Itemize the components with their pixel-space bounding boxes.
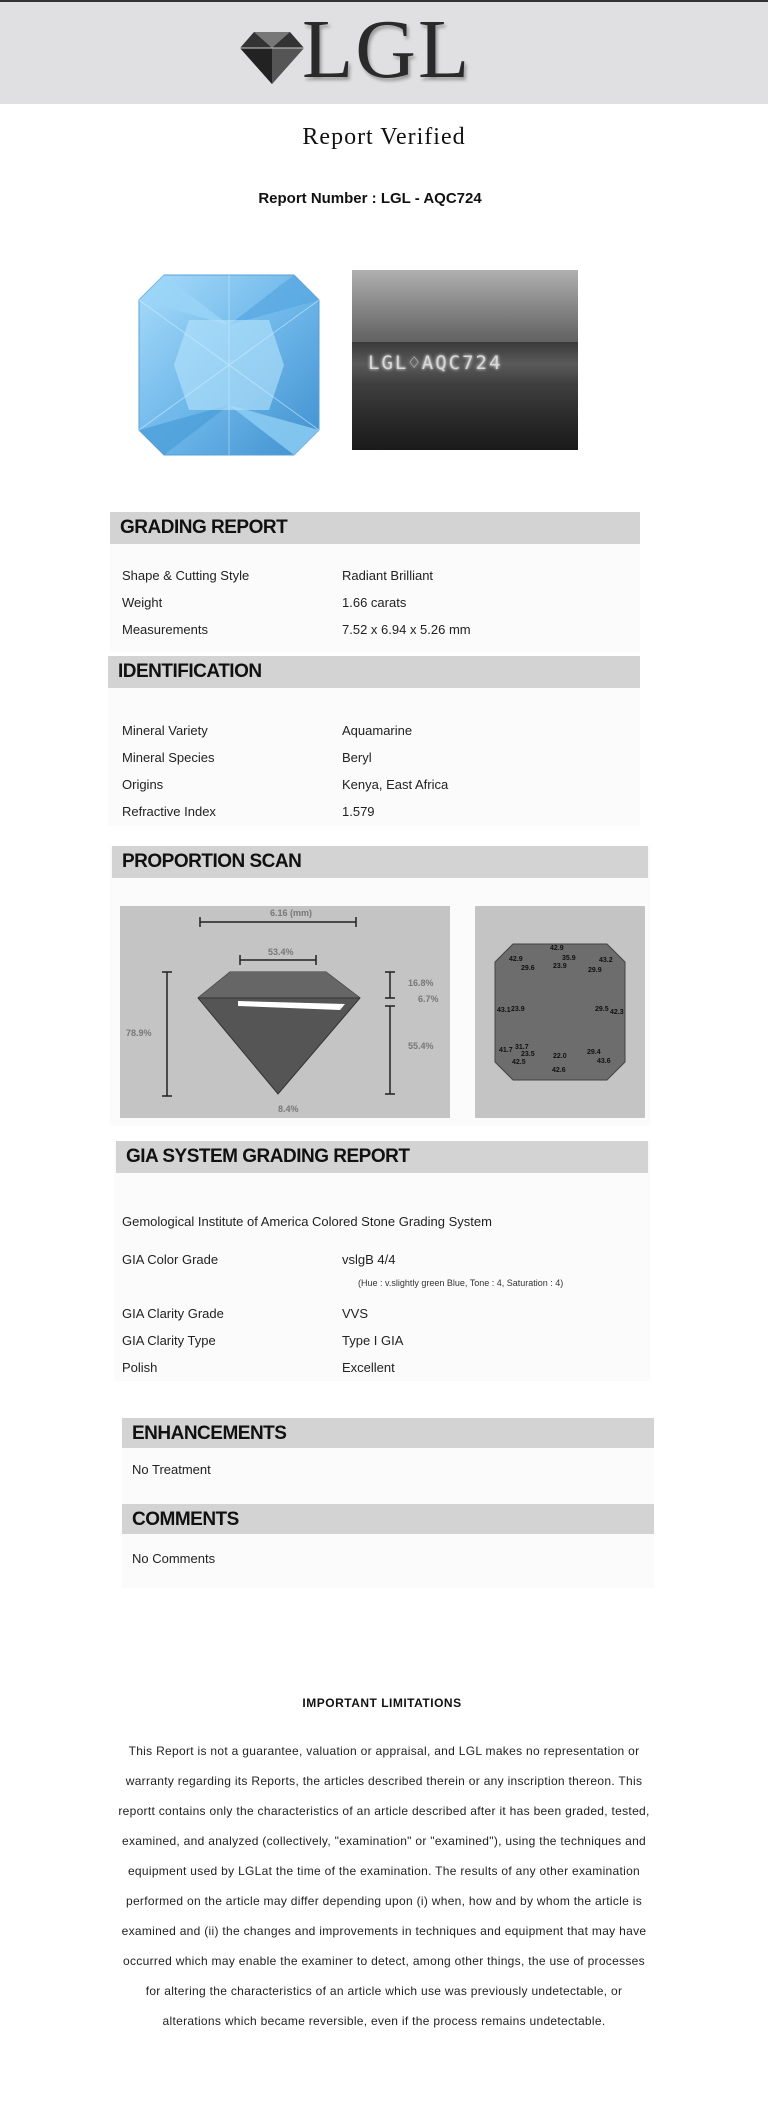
row-value: Excellent bbox=[342, 1360, 395, 1375]
site-header bbox=[0, 2, 768, 104]
color-note: (Hue : v.slightly green Blue, Tone : 4, Saturation : 4) bbox=[358, 1278, 564, 1288]
row-label: Weight bbox=[122, 595, 163, 610]
top-label: 29.6 bbox=[521, 965, 535, 972]
row-value: VVS bbox=[342, 1306, 369, 1321]
section-title: ENHANCEMENTS bbox=[132, 1423, 287, 1444]
report-number: Report Number : LGL - AQC724 bbox=[258, 190, 482, 207]
diamond-logo-icon bbox=[232, 22, 312, 92]
row-value: vslgB 4/4 bbox=[342, 1252, 396, 1267]
top-label: 23.9 bbox=[553, 963, 567, 970]
crown-label: 16.8% bbox=[408, 978, 434, 988]
row-label: Refractive Index bbox=[122, 804, 216, 819]
page-title: Report Verified bbox=[302, 124, 466, 150]
section-title: PROPORTION SCAN bbox=[122, 851, 302, 872]
width-label: 6.16 (mm) bbox=[270, 908, 313, 918]
pavilion-label: 55.4% bbox=[408, 1041, 434, 1051]
top-label: 23.9 bbox=[511, 1006, 525, 1013]
top-label: 42.5 bbox=[512, 1059, 526, 1066]
comments-text: No Comments bbox=[132, 1551, 216, 1566]
top-label: 43.6 bbox=[597, 1058, 611, 1065]
table-label: 53.4% bbox=[268, 947, 294, 957]
row-value: Aquamarine bbox=[342, 723, 413, 738]
row-label: GIA Clarity Type bbox=[122, 1333, 216, 1348]
row-label: Shape & Cutting Style bbox=[122, 568, 250, 583]
section-title: GIA SYSTEM GRADING REPORT bbox=[126, 1146, 410, 1167]
row-label: Polish bbox=[122, 1360, 158, 1375]
top-view-diagram bbox=[475, 906, 645, 1118]
top-label: 29.9 bbox=[588, 967, 602, 974]
row-value: Beryl bbox=[342, 750, 372, 765]
top-label: 42.9 bbox=[509, 956, 523, 963]
top-label: 31.7 bbox=[515, 1044, 529, 1051]
identification-header bbox=[108, 656, 640, 688]
row-label: Measurements bbox=[122, 622, 208, 637]
row-label: GIA Clarity Grade bbox=[122, 1306, 224, 1321]
section-title: IDENTIFICATION bbox=[118, 661, 262, 682]
depth-label: 78.9% bbox=[126, 1028, 152, 1038]
top-label: 29.4 bbox=[587, 1049, 601, 1056]
row-value: Radiant Brilliant bbox=[342, 568, 434, 583]
inscription-text: LGL♢AQC724 bbox=[368, 352, 503, 374]
laser-inscription-photo bbox=[352, 270, 578, 450]
top-label: 41.7 bbox=[499, 1047, 513, 1054]
top-label: 42.3 bbox=[610, 1009, 624, 1016]
row-value: 1.579 bbox=[342, 804, 375, 819]
girdle-label: 6.7% bbox=[418, 994, 439, 1004]
proportion-scan-header bbox=[112, 846, 648, 878]
gemstone-photo bbox=[134, 265, 324, 465]
row-label: Mineral Variety bbox=[122, 723, 208, 738]
top-label: 42.9 bbox=[550, 945, 564, 952]
top-label: 43.2 bbox=[599, 957, 613, 964]
top-label: 23.5 bbox=[521, 1051, 535, 1058]
section-title: GRADING REPORT bbox=[120, 517, 288, 538]
top-label: 42.6 bbox=[552, 1067, 566, 1074]
section-title: COMMENTS bbox=[132, 1509, 239, 1530]
enhancements-header bbox=[122, 1418, 654, 1448]
row-label: Mineral Species bbox=[122, 750, 215, 765]
top-label: 43.1 bbox=[497, 1007, 511, 1014]
row-value: 7.52 x 6.94 x 5.26 mm bbox=[342, 622, 471, 637]
row-value: Type I GIA bbox=[342, 1333, 404, 1348]
row-label: GIA Color Grade bbox=[122, 1252, 219, 1267]
logo-text: LGL bbox=[302, 3, 472, 96]
gia-header bbox=[116, 1141, 648, 1173]
top-label: 35.9 bbox=[562, 955, 576, 962]
row-value: 1.66 carats bbox=[342, 595, 407, 610]
culet-label: 8.4% bbox=[278, 1104, 299, 1114]
limitations-text: This Report is not a guarantee, valuation or appraisal, and LGL makes no representation or warranty regarding its Reports, the articles described therein or any inscription thereon. This reportt contains only the characteristics of an article described after it has been graded, tested, examined, and analyzed (collectively, "examination" or "examined"), using the techniques and equipment used by LGLat the time of the examination. The results of any other examination performed on the article may differ depending upon (i) when, how and by whom the article is examined and (ii) the changes and improvements in techniques and equipment that may have occurred which may enable the examiner to detect, among other things, the use of processes for altering the characteristics of an article which use was previously undetectable, or alterations which became reversible, even if the process remains undetectable. bbox=[118, 1744, 650, 2028]
limitations-title: IMPORTANT LIMITATIONS bbox=[302, 1696, 462, 1710]
top-label: 29.5 bbox=[595, 1006, 609, 1013]
row-value: Kenya, East Africa bbox=[342, 777, 449, 792]
side-profile-diagram bbox=[120, 906, 450, 1118]
gia-subtitle: Gemological Institute of America Colored Stone Grading System bbox=[122, 1214, 492, 1229]
comments-header bbox=[122, 1504, 654, 1534]
grading-report-header bbox=[110, 512, 640, 544]
row-label: Origins bbox=[122, 777, 164, 792]
top-label: 22.0 bbox=[553, 1053, 567, 1060]
enhancements-text: No Treatment bbox=[132, 1462, 211, 1477]
lgl-logo[interactable] bbox=[232, 3, 492, 96]
